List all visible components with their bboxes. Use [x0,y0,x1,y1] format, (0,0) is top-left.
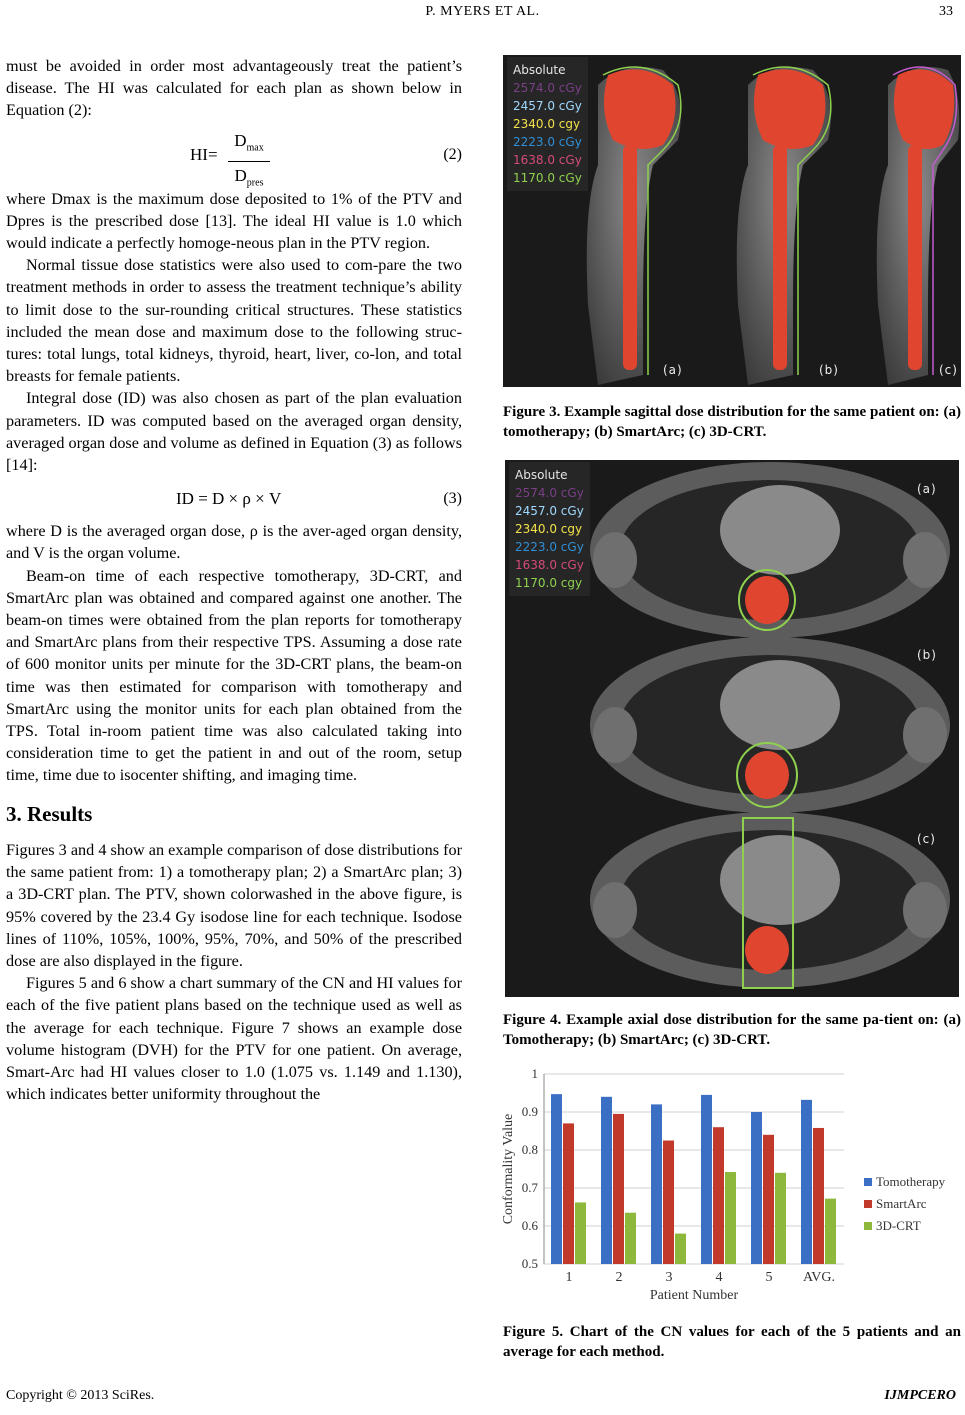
chart-bar [751,1112,762,1264]
paragraph-1: must be avoided in order most advantageously treat the patient’s disease. The HI was calculated for each plan as shown below in Equation (2): [6,57,462,120]
chart-bar [725,1172,736,1264]
figure-3-legend-item: 1638.0 cGy [513,153,582,167]
figure-4-legend-item: 2340.0 cgy [515,522,583,536]
x-axis-title: Patient Number [649,1288,739,1303]
sagittal-panel-c [877,67,960,385]
figure-3-image [503,55,961,387]
figure-3-legend-item: 1170.0 cGy [513,171,582,185]
figure-4-label-c: (c) [917,832,936,846]
x-tick-label: 2 [615,1270,623,1285]
paragraph-8: Figures 5 and 6 show a chart summary of the CN and HI values for each of the five patient plans based on the technique used as well as the average for each technique. Figure 7 shows an example dose volume histogram (DVH) for the PTV for one patient. On average, Smart-Arc had HI values closer to 1.0 (1.075 vs. 1.149 and 1.130), which indicates better uniformity throughout the [6,974,462,1104]
y-axis-title: Conformality Value [501,1113,516,1225]
chart-bar [601,1097,612,1264]
left-column [6,55,462,1105]
figure-3-legend-title: Absolute [513,63,566,77]
figure-4-label-b: (b) [917,648,937,662]
x-tick-label: 4 [715,1270,723,1285]
x-tick-label: 1 [565,1270,573,1285]
eq3-number: (3) [443,490,462,508]
figure-4-legend-item: 2223.0 cGy [515,540,584,554]
legend-label: Tomotherapy [876,1174,946,1189]
eq3-body: ID = D × ρ × V [176,489,282,509]
sagittal-panel-a [587,67,681,385]
section-title: 3. Results [6,801,93,826]
page-number: 33 [939,4,953,19]
y-tick-label: 1 [531,1066,538,1081]
chart-bar [651,1104,662,1264]
eq2-fraction [228,130,270,195]
paragraph-3: Normal tissue dose statistics were also used to com-pare the two treatment methods in order to assess the treatment technique’s ability to limit dose to the sur-rounding critical structures. These statistics included the mean dose and maximum dose to the following struc-tures: total lungs, total kidneys, thyroid, heart, liver, co-lon, and total breasts for female patients. [6,256,462,386]
chart-bar [713,1127,724,1264]
chart-bar [701,1095,712,1264]
chart-bar [625,1213,636,1264]
eq2-number: (2) [443,145,462,163]
chart-bar [663,1141,674,1265]
x-tick-label: 5 [765,1270,773,1285]
axial-panel-c [590,812,950,988]
figure-4-legend-item: 1638.0 cGy [515,558,584,572]
equation-3 [6,476,462,520]
figure-3-legend [507,57,588,191]
figure-3-legend-item: 2457.0 cGy [513,99,582,113]
y-tick-label: 0.8 [521,1142,538,1157]
figure-3-caption: Figure 3. Example sagittal dose distribution for the same patient on: (a) tomotherapy; (b) SmartArc; (c) 3D-CRT. [503,404,961,440]
eq2-lhs: HI= [190,144,218,164]
paragraph-6: Beam-on time of each respective tomotherapy, 3D-CRT, and SmartArc plan was obtained and compared against one another. The beam-on times were obtained from the plan reports for tomotherapy and SmartArc plans from their respective TPS. Assuming a dose rate of 600 monitor units per minute for the 3D-CRT plans, the beam-on time was then estimated for comparison with tomotherapy and SmartArc using the monitor units for each plan obtained from the TPS. Total in-room patient time was also calculated taking into consideration time to get the patient in and out of the room, setup time, time due to isocenter shifting, and imaging time. [6,566,462,785]
running-title: P. MYERS ET AL. [425,4,540,19]
x-tick-label: 3 [665,1270,673,1285]
chart-bar [613,1114,624,1264]
y-tick-label: 0.6 [521,1218,538,1233]
x-tick-label: AVG. [802,1270,836,1285]
paragraph-2: where Dmax is the maximum dose deposited to 1% of the PTV and Dpres is the prescribed dose [13]. The ideal HI value is 1.0 which would indicate a perfectly homoge-neous plan in the PTV region. [6,189,462,253]
chart-bar [801,1100,812,1264]
chart-bar [575,1202,586,1264]
figure-3-legend-item: 2340.0 cgy [513,117,581,131]
axial-panel-a [590,462,950,638]
figure-3-legend-item: 2223.0 cGy [513,135,582,149]
figure-4-legend-title: Absolute [515,468,568,482]
axial-panel-b [590,637,950,813]
figure-3-label-c: (c) [939,363,958,377]
y-tick-label: 0.7 [521,1180,538,1195]
legend-swatch [864,1200,872,1208]
figure-4-legend-item: 2457.0 cGy [515,504,584,518]
figure-4-label-a: (a) [917,482,937,496]
chart-bar [775,1173,786,1264]
chart-bar [825,1199,836,1264]
paragraph-5: where D is the averaged organ dose, ρ is the aver-aged organ density, and V is the organ volume. [6,522,462,563]
chart-bar [551,1094,562,1264]
legend-label: 3D-CRT [876,1218,921,1233]
equation-2 [6,122,462,188]
chart-bar [563,1123,574,1264]
y-tick-label: 0.9 [521,1104,538,1119]
chart-bar [813,1128,824,1264]
journal-name: IJMPCERO [884,1388,956,1403]
y-tick-label: 0.5 [521,1256,538,1271]
figure-3-legend-item: 2574.0 cGy [513,81,582,95]
legend-swatch [864,1222,872,1230]
eq2-numerator: $D_{max}$ [234,130,264,153]
figure-4-caption: Figure 4. Example axial dose distribution for the same pa-tient on: (a) Tomotherapy; (b) SmartArc; (c) 3D-CRT. [503,1012,961,1048]
figure-5-caption: Figure 5. Chart of the CN values for each of the 5 patients and an average for each method. [503,1324,961,1360]
figure-4-image [505,460,959,997]
figure-3-label-b: (b) [819,363,839,377]
chart-bar [675,1234,686,1264]
copyright-notice: Copyright © 2013 SciRes. [6,1388,155,1403]
cn-bar-chart [496,1064,961,1304]
figure-4-legend [509,462,590,596]
legend-swatch [864,1178,872,1186]
chart-bar [763,1135,774,1264]
page-header [0,4,965,24]
figure-3-label-a: (a) [663,363,683,377]
legend-label: SmartArc [876,1196,927,1211]
sagittal-panel-b [737,67,831,385]
eq2-denominator: $D_{pres}$ [234,166,264,189]
figure-4-legend-item: 2574.0 cGy [515,486,584,500]
figure-5-chart [496,1064,961,1304]
paragraph-7: Figures 3 and 4 show an example comparison of dose distributions for the same patient from: 1) a tomotherapy plan; 2) a SmartArc plan; 3) a 3D-CRT plan. The PTV, shown colorwashed in the above figure, is 95% covered by the 23.4 Gy isodose line for each technique. Isodose lines of 110%, 105%, 100%, 95%, 70%, and 50% of the prescribed dose are also displayed in the figure. [6,840,462,970]
page-footer [6,1388,956,1404]
paragraph-4: Integral dose (ID) was also chosen as part of the plan evaluation parameters. ID was computed based on the averaged organ density, averaged organ dose and volume as defined in Equation (3) as follows [14]: [6,389,462,475]
figure-4-legend-item: 1170.0 cgy [515,576,583,590]
